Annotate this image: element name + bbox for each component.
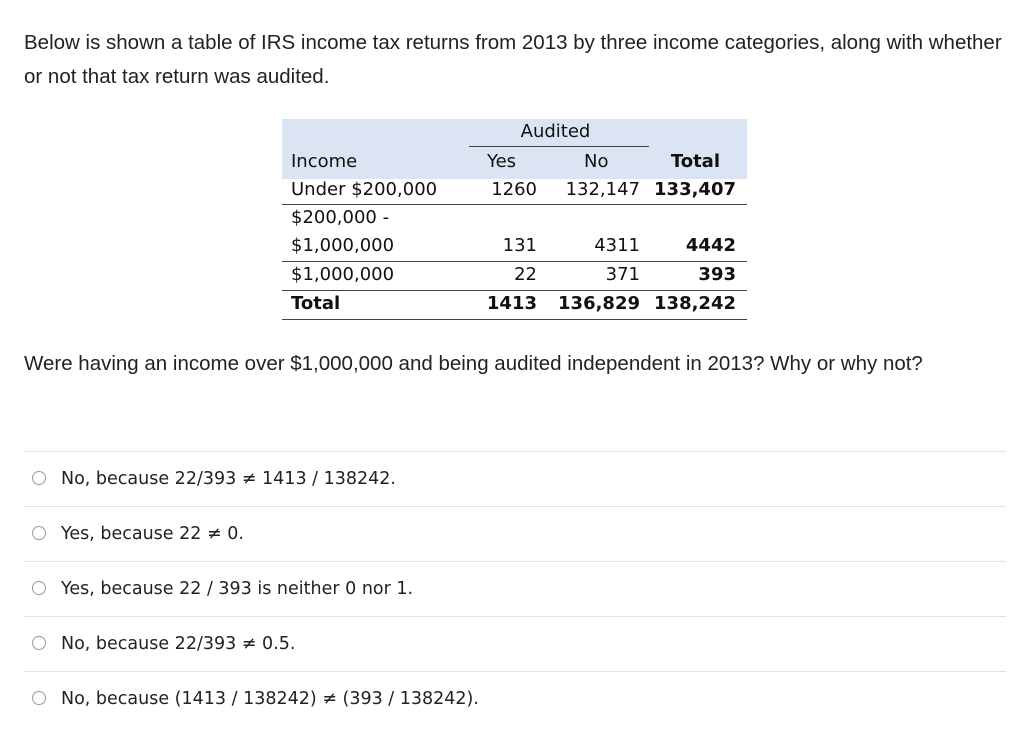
row-label-200k-1m-line1: $200,000 - — [291, 207, 390, 228]
radio-button[interactable] — [32, 581, 46, 595]
row-divider — [282, 261, 747, 262]
row-label-1m: $1,000,000 — [291, 264, 395, 285]
audited-group-header: Audited — [520, 121, 591, 142]
answer-option-label[interactable]: No, because 22/393 ≠ 1413 / 138242. — [61, 469, 396, 489]
column-header-no: No — [584, 151, 609, 172]
cell-200k-1m-total: 4442 — [685, 235, 736, 256]
row-label-total: Total — [291, 293, 341, 314]
answer-option[interactable] — [24, 671, 1006, 726]
answer-option-label[interactable]: Yes, because 22 / 393 is neither 0 nor 1. — [61, 579, 414, 599]
answer-option[interactable] — [24, 616, 1006, 671]
cell-1m-yes: 22 — [514, 264, 537, 285]
audited-underline — [469, 146, 649, 147]
cell-total-total: 138,242 — [654, 293, 736, 314]
radio-button[interactable] — [32, 636, 46, 650]
radio-button[interactable] — [32, 526, 46, 540]
column-header-income: Income — [291, 151, 358, 172]
audit-table — [282, 119, 747, 321]
cell-total-yes: 1413 — [486, 293, 537, 314]
answer-option[interactable] — [24, 451, 1006, 506]
row-divider — [282, 204, 747, 205]
question-text: Were having an income over $1,000,000 and being audited independent in 2013? Why or why not? — [24, 352, 923, 375]
answer-options — [24, 451, 1006, 726]
column-header-yes: Yes — [487, 151, 517, 172]
table-bottom-border — [282, 319, 747, 320]
cell-200k-1m-no: 4311 — [594, 235, 640, 256]
cell-total-no: 136,829 — [558, 293, 640, 314]
radio-button[interactable] — [32, 471, 46, 485]
radio-button[interactable] — [32, 691, 46, 705]
cell-under-200k-total: 133,407 — [654, 179, 736, 200]
cell-under-200k-yes: 1260 — [491, 179, 537, 200]
answer-option-label[interactable]: Yes, because 22 ≠ 0. — [61, 524, 244, 544]
cell-1m-no: 371 — [605, 264, 640, 285]
cell-under-200k-no: 132,147 — [565, 179, 640, 200]
intro-text: Below is shown a table of IRS income tax returns from 2013 by three income categories, along with whether or not that tax return was audited. — [24, 31, 1002, 88]
cell-1m-total: 393 — [698, 264, 736, 285]
answer-option-label[interactable]: No, because (1413 / 138242) ≠ (393 / 138242). — [61, 689, 479, 709]
row-divider — [282, 290, 747, 291]
answer-option[interactable] — [24, 506, 1006, 561]
cell-200k-1m-yes: 131 — [502, 235, 537, 256]
column-header-total: Total — [670, 151, 720, 172]
row-label-under-200k: Under $200,000 — [291, 179, 438, 200]
row-label-200k-1m-line2: $1,000,000 — [291, 235, 395, 256]
answer-option-label[interactable]: No, because 22/393 ≠ 0.5. — [61, 634, 296, 654]
answer-option[interactable] — [24, 561, 1006, 616]
